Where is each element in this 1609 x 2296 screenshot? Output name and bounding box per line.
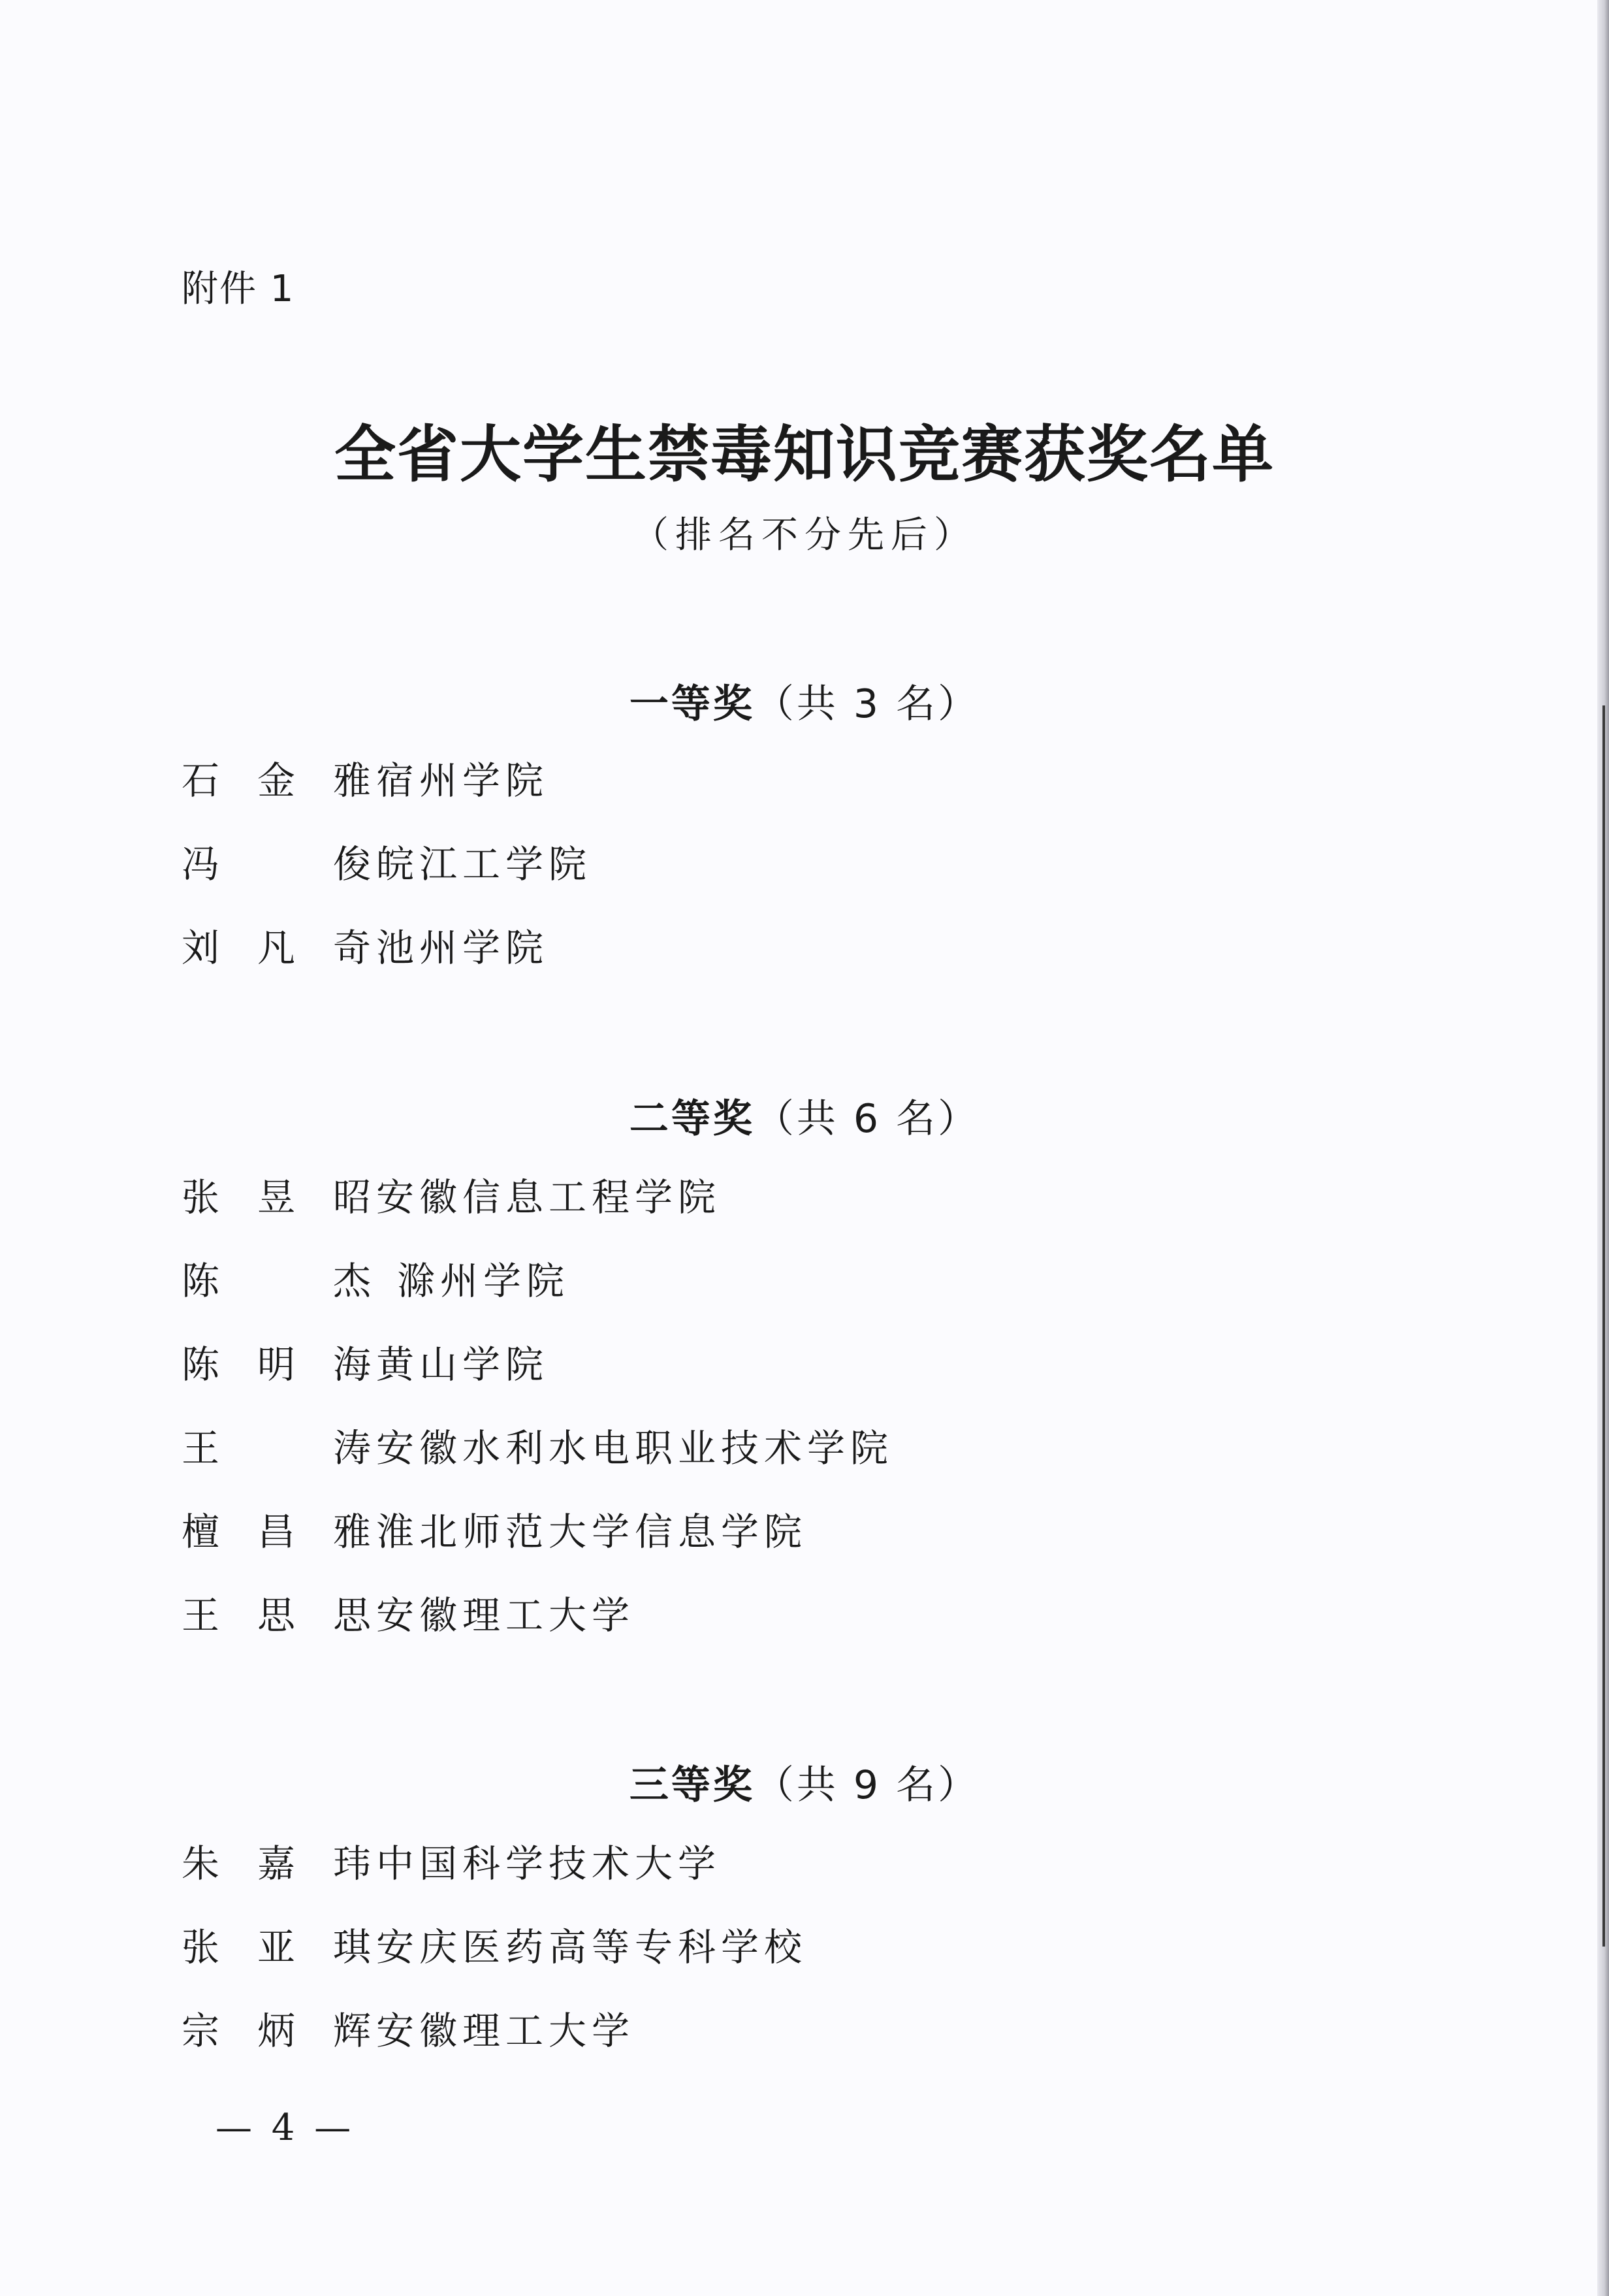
list-item <box>182 754 549 807</box>
winner-school: 宿州学院 <box>376 758 549 803</box>
list-item <box>182 1338 549 1391</box>
award-title: 三等奖 <box>629 1762 755 1808</box>
award-heading-first <box>0 673 1609 729</box>
list-item <box>182 1837 721 1890</box>
attachment-label: 附件 1 <box>182 268 295 310</box>
document-title: 全省大学生禁毒知识竞赛获奖名单 <box>334 419 1275 491</box>
document-subtitle: （排名不分先后） <box>632 514 977 557</box>
winner-name: 张亚琪 <box>182 1925 376 1969</box>
winner-school: 皖江工学院 <box>376 842 592 886</box>
award-count: （共 3 名） <box>754 681 980 727</box>
award-count: （共 9 名） <box>754 1762 980 1808</box>
winner-school: 安徽理工大学 <box>376 2009 635 2053</box>
winner-school: 滁州学院 <box>397 1259 570 1303</box>
winner-name: 王 涛 <box>182 1426 376 1470</box>
list-item <box>182 838 592 890</box>
winner-school: 池州学院 <box>376 926 549 970</box>
list-item <box>182 2005 635 2057</box>
winner-school: 中国科学技术大学 <box>376 1841 722 1886</box>
winner-name: 石金雅 <box>182 758 376 803</box>
winner-name: 王思思 <box>182 1593 376 1638</box>
winner-name: 檀昌雅 <box>182 1510 376 1554</box>
winner-school: 安庆医药高等专科学校 <box>376 1925 808 1969</box>
winner-name: 刘凡奇 <box>182 926 376 970</box>
winner-name: 陈 杰 <box>182 1259 376 1303</box>
winner-school: 淮北师范大学信息学院 <box>376 1510 808 1554</box>
list-item <box>182 1506 807 1558</box>
list-item <box>182 1589 635 1641</box>
winner-school: 安徽理工大学 <box>376 1593 635 1638</box>
winner-name: 宗炳辉 <box>182 2009 376 2053</box>
award-count: （共 6 名） <box>754 1096 980 1142</box>
winner-name: 张昱昭 <box>182 1175 376 1220</box>
winner-school: 安徽信息工程学院 <box>376 1175 722 1220</box>
list-item <box>182 1422 893 1474</box>
page-number: — 4 — <box>215 2107 355 2149</box>
list-item <box>182 1255 569 1307</box>
list-item <box>182 1171 721 1223</box>
winner-name: 冯 俊 <box>182 842 376 886</box>
winner-name: 陈明海 <box>182 1342 376 1387</box>
list-item <box>182 1921 807 1973</box>
award-title: 二等奖 <box>629 1096 755 1142</box>
winner-name: 朱嘉玮 <box>182 1841 376 1886</box>
award-heading-second <box>0 1088 1609 1144</box>
list-item <box>182 922 549 974</box>
winner-school: 安徽水利水电职业技术学院 <box>376 1426 894 1470</box>
award-heading-third <box>0 1754 1609 1810</box>
winner-school: 黄山学院 <box>376 1342 549 1387</box>
award-title: 一等奖 <box>629 681 755 727</box>
